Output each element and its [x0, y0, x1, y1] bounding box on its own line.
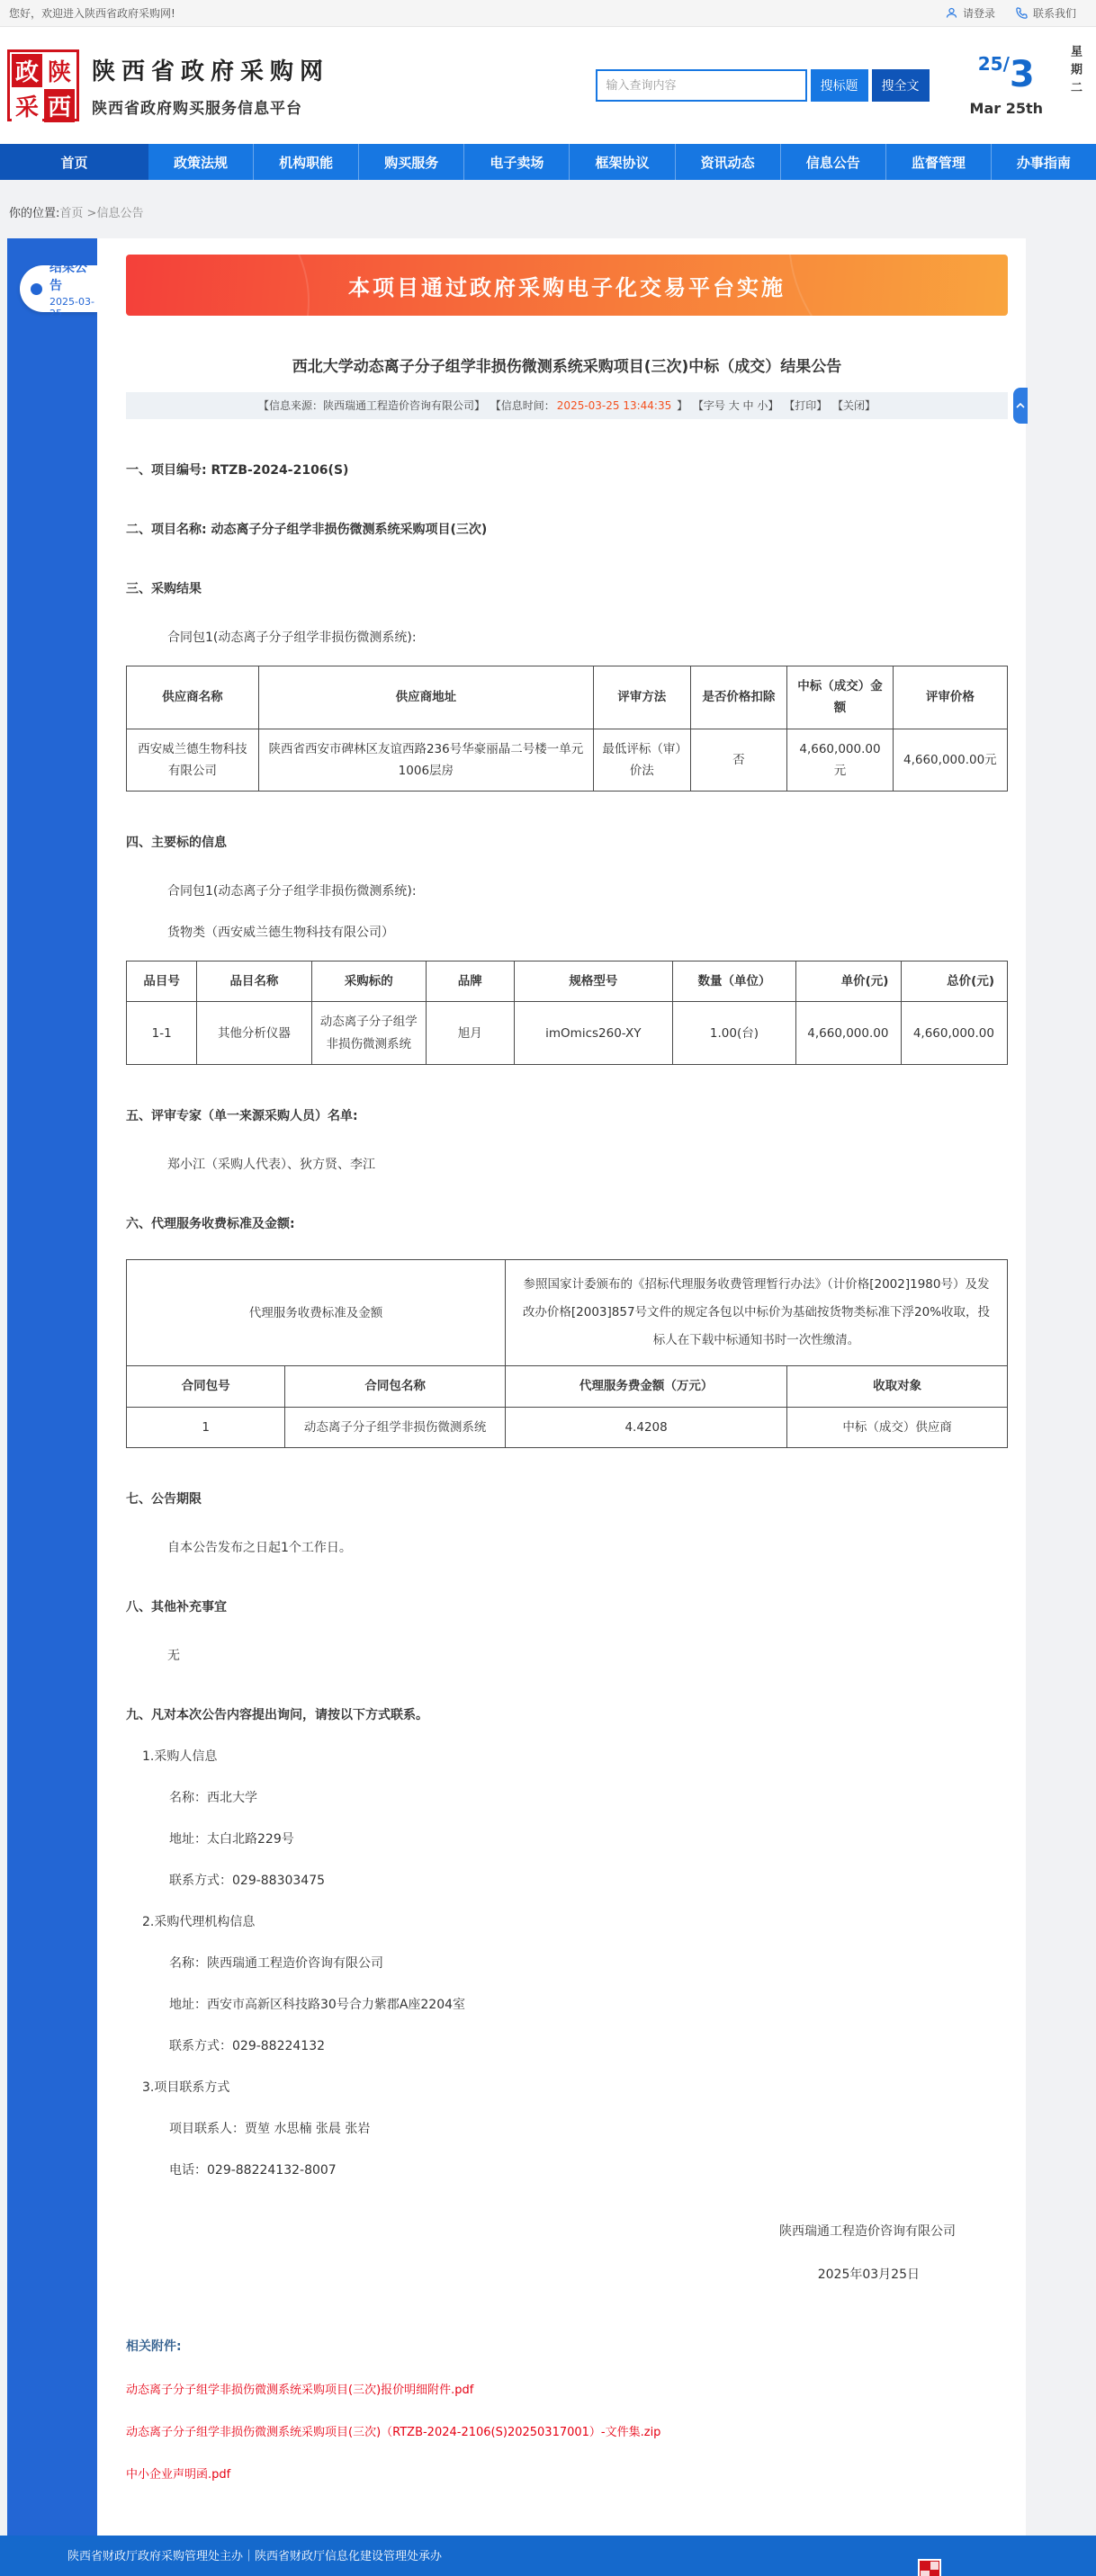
- attachment-link-quotation-pdf[interactable]: 动态离子分子组学非损伤微测系统采购项目(三次)报价明细附件.pdf: [126, 2383, 474, 2397]
- right-gutter: [1026, 238, 1096, 2536]
- platform-banner: [126, 255, 1008, 316]
- subject-package-label: 合同包1(动态离子分子组学非损伤微测系统):: [167, 884, 417, 899]
- purchaser-address: 地址：太白北路229号: [169, 1831, 294, 1847]
- table-header-row: 品目号 品目名称 采购标的 品牌 规格型号 数量（单位） 单价(元) 总价(元): [127, 962, 1008, 1002]
- result-package-label: 合同包1(动态离子分子组学非损伤微测系统):: [167, 631, 417, 645]
- project-contact-persons: 项目联系人：贾堃 水思楠 张晨 张岩: [169, 2121, 371, 2136]
- top-bar: [0, 0, 1096, 27]
- agency-standard-label: 代理服务收费标准及金额: [127, 1260, 506, 1366]
- sidebar-item-label: 结果公告: [49, 261, 87, 293]
- attachment-link-sme-declaration-pdf[interactable]: 中小企业声明函.pdf: [126, 2467, 231, 2482]
- agency-fee-table: [126, 1259, 1008, 1448]
- search-fulltext-button[interactable]: 搜全文: [872, 69, 930, 102]
- experts-names: 郑小江（采购人代表）、狄方贤、李江: [167, 1158, 375, 1173]
- section-result-heading: 三、采购结果: [126, 582, 202, 596]
- table-row: 1-1 其他分析仪器 动态离子分子组学非损伤微测系统 旭月 imOmics260-XY 1.00(台) 4,660,000.00 4,660,000.00: [127, 1002, 1008, 1065]
- user-icon: [945, 6, 958, 20]
- search-bar: [596, 69, 930, 102]
- purchaser-name: 名称：西北大学: [169, 1790, 257, 1805]
- chevron-up-icon: [1016, 401, 1025, 410]
- nav-item-home[interactable]: 首页: [0, 144, 148, 180]
- section-project-name: 二、项目名称: 动态离子分子组学非损伤微测系统采购项目(三次): [126, 523, 488, 537]
- search-input[interactable]: [596, 69, 807, 102]
- breadcrumb-separator: >: [86, 207, 97, 220]
- site-logo[interactable]: [7, 49, 79, 121]
- breadcrumb-home[interactable]: 首页: [59, 207, 84, 220]
- meta-time-prefix: 【信息时间：: [490, 399, 555, 412]
- agency-name: 名称：陕西瑞通工程造价咨询有限公司: [169, 1955, 383, 1971]
- nav-item-announcements[interactable]: 信息公告: [780, 144, 885, 180]
- footer-text: 陕西省财政厅政府采购管理处主办｜陕西省财政厅信息化建设管理处承办: [67, 2549, 443, 2563]
- meta-time-suffix: 】: [673, 399, 688, 412]
- section-other-heading: 八、其他补充事宜: [126, 1599, 227, 1614]
- nav-item-purchase-services[interactable]: 购买服务: [358, 144, 463, 180]
- back-to-top-button[interactable]: [1013, 388, 1028, 424]
- nav-item-policies[interactable]: 政策法规: [174, 154, 229, 171]
- meta-time: 2025-03-25 13:44:35: [556, 399, 672, 412]
- print-button[interactable]: 【打印】: [784, 399, 828, 412]
- welcome-text: 您好，欢迎进入陕西省政府采购网!: [9, 7, 175, 20]
- breadcrumb-current[interactable]: 信息公告: [96, 207, 144, 220]
- meta-source: 【信息来源：陕西瑞通工程造价咨询有限公司】: [257, 399, 485, 412]
- contact-link[interactable]: 联系我们: [1015, 5, 1076, 21]
- section-period-heading: 七、公告期限: [126, 1491, 202, 1507]
- table-header-row: 供应商名称 供应商地址 评审方法 是否价格扣除 中标（成交）金额 评审价格: [127, 666, 1008, 729]
- period-text: 自本公告发布之日起1个工作日。: [167, 1540, 352, 1555]
- table-row: 西安威兰德生物科技有限公司 陕西省西安市碑林区友谊西路236号华豪丽晶二号楼一单元1006层房 最低评标（审）价法 否 4,660,000.00元 4,660,000.00元: [127, 729, 1008, 792]
- close-button[interactable]: 【关闭】: [832, 399, 876, 412]
- section-contact-heading: 九、凡对本次公告内容提出询问，请按以下方式联系。: [126, 1707, 428, 1722]
- date-numeric: 25/3: [977, 52, 1035, 95]
- signature-date: 2025年03月25日: [817, 2267, 920, 2282]
- other-text: 无: [167, 1648, 180, 1663]
- site-subtitle: 陕西省政府购买服务信息平台: [92, 100, 302, 118]
- banner-text: 本项目通过政府采购电子化交易平台实施: [348, 274, 786, 300]
- agency-standard-text: 参照国家计委颁布的《招标代理服务收费管理暂行办法》（计价格[2002]1980号）及发改办价格[2003]857号文件的规定各包以中标价为基础按货物类标准下浮20%收取，投标人在下载中标通知书时一次性缴清。: [505, 1260, 1007, 1366]
- nav-item-guide[interactable]: 办事指南: [991, 144, 1096, 180]
- project-contact-phone: 电话：029-88224132-8007: [169, 2162, 337, 2178]
- table-row: [127, 1260, 1008, 1366]
- table-header-row: 合同包号 合同包名称 代理服务费金额（万元） 收取对象: [127, 1366, 1008, 1407]
- logo-char: 陕: [44, 54, 75, 87]
- article-title: 西北大学动态离子分子组学非损伤微测系统采购项目(三次)中标（成交）结果公告: [292, 358, 842, 376]
- project-contact-title: 3.项目联系方式: [142, 2080, 230, 2095]
- category-sidebar: [7, 238, 97, 2536]
- login-link[interactable]: 请登录: [945, 5, 995, 21]
- section-agency-fee-heading: 六、代理服务收费标准及金额:: [126, 1217, 295, 1232]
- agency-info-title: 2.采购代理机构信息: [142, 1914, 256, 1929]
- nav-item-supervision[interactable]: 监督管理: [885, 144, 991, 180]
- site-title: 陕西省政府采购网: [92, 58, 330, 85]
- purchaser-info-title: 1.采购人信息: [142, 1749, 218, 1764]
- nav-item-emall[interactable]: 电子卖场: [463, 144, 569, 180]
- nav-item-news[interactable]: 资讯动态: [675, 144, 780, 180]
- nav-item-framework[interactable]: 框架协议: [569, 144, 674, 180]
- font-size-control[interactable]: 【字号 大 中 小】: [692, 399, 779, 412]
- section-experts-heading: 五、评审专家（单一来源采购人员）名单:: [126, 1109, 358, 1124]
- site-titles: [92, 53, 329, 118]
- subject-category-label: 货物类（西安威兰德生物科技有限公司）: [167, 926, 394, 941]
- page-footer: [0, 2536, 1096, 2576]
- logo-char: 西: [44, 89, 75, 122]
- search-title-button[interactable]: 搜标题: [811, 69, 868, 102]
- purchaser-phone: 联系方式：029-88303475: [169, 1873, 326, 1888]
- date-english: Mar 25th: [969, 99, 1043, 117]
- sidebar-item-result-announcement[interactable]: [20, 261, 97, 319]
- site-header: [0, 27, 1096, 144]
- topbar-links: [945, 5, 1076, 21]
- article-meta-bar: [126, 392, 1008, 419]
- agency-phone: 联系方式：029-88224132: [169, 2038, 326, 2053]
- agency-address: 地址：西安市高新区科技路30号合力紫郡A座2204室: [169, 1997, 466, 2012]
- sidebar-item-date: 2025-03-25: [49, 295, 94, 319]
- logo-char: 采: [12, 89, 42, 122]
- nav-item-functions[interactable]: 机构职能: [253, 144, 358, 180]
- content-card: [97, 238, 1026, 2536]
- date-widget: [970, 45, 1083, 126]
- section-project-number: 一、项目编号: RTZB-2024-2106(S): [126, 463, 349, 478]
- attachment-link-fileset-zip[interactable]: 动态离子分子组学非损伤微测系统采购项目(三次)（RTZB-2024-2106(S)20250317001）-文件集.zip: [126, 2425, 661, 2439]
- weekday-label: 星期二: [1068, 45, 1082, 99]
- signature-company: 陕西瑞通工程造价咨询有限公司: [779, 2223, 956, 2239]
- breadcrumb-prefix: 你的位置:: [9, 207, 60, 220]
- breadcrumb: [0, 180, 1096, 238]
- section-subject-heading: 四、主要标的信息: [126, 836, 227, 851]
- main-layout: [0, 238, 1096, 2536]
- logo-char: 政: [12, 54, 42, 87]
- bullet-dot-icon: [31, 283, 42, 295]
- attachments-heading: 相关附件:: [126, 2339, 182, 2354]
- result-table: [126, 666, 1008, 792]
- main-nav: [0, 144, 1096, 180]
- table-row: 1 动态离子分子组学非损伤微测系统 4.4208 中标（成交）供应商: [127, 1407, 1008, 1447]
- items-table: [126, 961, 1008, 1065]
- footer-logo-icon: [918, 2559, 941, 2576]
- phone-icon: [1015, 6, 1029, 20]
